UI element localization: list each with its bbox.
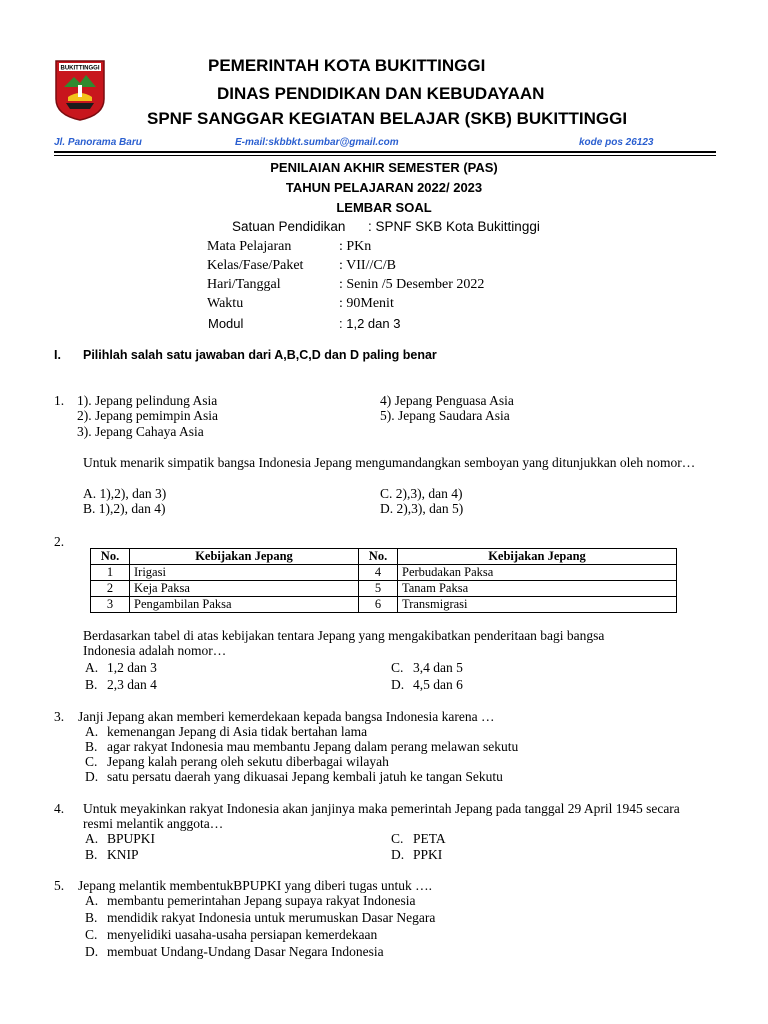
option-text: kemenangan Jepang di Asia tidak bertahan lama (107, 724, 368, 739)
q3-option-d (85, 769, 503, 785)
question-1-number: 1. (54, 393, 65, 408)
q5-option-a (85, 893, 416, 909)
q1-option-a: A. 1),2), dan 3) (83, 486, 167, 501)
question-5-stem: Jepang melantik membentukBPUPKI yang diberi tugas untuk …. (78, 878, 432, 893)
sheet-title: LEMBAR SOAL (336, 200, 432, 215)
info-label-subject: Mata Pelajaran (207, 239, 292, 254)
department-title: DINAS PENDIDIKAN DAN KEBUDAYAAN (217, 84, 545, 103)
question-2-stem-line1: Berdasarkan tabel di atas kebijakan tentara Jepang yang mengakibatkan penderitaan bagi bangsa (83, 628, 605, 643)
table-header-row (91, 549, 677, 565)
question-3-number: 3. (54, 709, 65, 724)
table-cell-no: 4 (359, 565, 398, 581)
postal-code-text: kode pos 26123 (579, 137, 654, 148)
q2-option-d (391, 677, 463, 693)
q5-option-c (85, 927, 377, 943)
table-header-no: No. (91, 549, 130, 565)
option-letter: B. (85, 847, 98, 862)
q2-option-b (85, 677, 157, 693)
question-4-stem-line2: resmi melantik anggota… (83, 816, 224, 831)
svg-text:BUKITTINGGI: BUKITTINGGI (60, 65, 100, 72)
q3-option-a (85, 724, 367, 740)
email-text: E-mail:skbbkt.sumbar@gmail.com (235, 137, 399, 148)
header-rule-thin (54, 155, 716, 156)
table-cell-no: 1 (91, 565, 130, 581)
option-letter: D. (85, 769, 99, 784)
government-title: PEMERINTAH KOTA BUKITTINGGI (208, 56, 486, 75)
table-header-policy: Kebijakan Jepang (130, 549, 359, 565)
q1-item-4: 4) Jepang Penguasa Asia (380, 393, 514, 408)
exam-title: PENILAIAN AKHIR SEMESTER (PAS) (270, 160, 498, 175)
q2-option-a (85, 660, 157, 676)
question-1-stem: Untuk menarik simpatik bangsa Indonesia Jepang mengumandangkan semboyan yang ditunjukkan oleh nomor… (83, 455, 696, 470)
q1-item-1: 1). Jepang pelindung Asia (77, 393, 218, 408)
option-text: 2,3 dan 4 (107, 677, 157, 692)
info-label-time: Waktu (207, 296, 244, 311)
question-2-stem-line2: Indonesia adalah nomor… (83, 643, 227, 658)
academic-year: TAHUN PELAJARAN 2022/ 2023 (285, 180, 483, 195)
table-cell-policy: Transmigrasi (398, 597, 677, 613)
q3-option-c (85, 754, 389, 770)
option-text: menyelidiki uasaha-usaha persiapan kemerdekaan (107, 927, 378, 942)
school-title: SPNF SANGGAR KEGIATAN BELAJAR (SKB) BUKITTINGGI (147, 109, 628, 128)
option-letter: D. (391, 847, 405, 862)
question-5-number: 5. (54, 878, 65, 893)
q5-option-b (85, 910, 435, 926)
table-cell-no: 5 (359, 581, 398, 597)
section-number: I. (54, 348, 61, 362)
policy-table (90, 548, 677, 613)
info-value-date: : Senin /5 Desember 2022 (339, 277, 485, 292)
q1-item-2: 2). Jepang pemimpin Asia (77, 408, 218, 423)
q4-option-d (391, 847, 442, 863)
table-row (91, 581, 677, 597)
table-cell-no: 6 (359, 597, 398, 613)
option-text: membantu pemerintahan Jepang supaya rakyat Indonesia (107, 893, 416, 908)
option-letter: B. (85, 739, 98, 754)
section-instruction: Pilihlah salah satu jawaban dari A,B,C,D dan D paling benar (83, 348, 437, 362)
option-text: membuat Undang-Undang Dasar Negara Indonesia (107, 944, 384, 959)
option-letter: A. (85, 660, 99, 675)
info-value-module: : 1,2 dan 3 (339, 316, 401, 331)
q4-option-c (391, 831, 446, 847)
info-value-subject: : PKn (339, 239, 372, 254)
option-text: PETA (413, 831, 446, 846)
header-rule-thick (54, 151, 716, 153)
table-row (91, 597, 677, 613)
option-text: satu persatu daerah yang dikuasai Jepang kembali jatuh ke tangan Sekutu (107, 769, 503, 784)
option-letter: B. (85, 910, 98, 925)
info-value-class: : VII//C/B (339, 258, 396, 273)
q4-option-a (85, 831, 155, 847)
option-text: 3,4 dan 5 (413, 660, 463, 675)
table-header-policy: Kebijakan Jepang (398, 549, 677, 565)
table-cell-policy: Keja Paksa (130, 581, 359, 597)
option-letter: C. (391, 660, 404, 675)
option-letter: C. (85, 927, 98, 942)
table-cell-policy: Perbudakan Paksa (398, 565, 677, 581)
table-cell-policy: Irigasi (130, 565, 359, 581)
option-text: PPKI (413, 847, 443, 862)
table-cell-no: 2 (91, 581, 130, 597)
table-cell-policy: Pengambilan Paksa (130, 597, 359, 613)
option-letter: D. (85, 944, 99, 959)
q1-option-b: B. 1),2), dan 4) (83, 501, 166, 516)
question-3-stem: Janji Jepang akan memberi kemerdekaan kepada bangsa Indonesia karena … (78, 709, 495, 724)
option-text: agar rakyat Indonesia mau membantu Jepang dalam perang melawan sekutu (107, 739, 519, 754)
info-label-date: Hari/Tanggal (207, 277, 281, 292)
table-cell-no: 3 (91, 597, 130, 613)
q5-option-d (85, 944, 384, 960)
address-text: Jl. Panorama Baru (54, 137, 142, 148)
q1-item-5: 5). Jepang Saudara Asia (380, 408, 510, 423)
table-header-no: No. (359, 549, 398, 565)
bukittinggi-logo (54, 59, 106, 121)
q4-option-b (85, 847, 139, 863)
option-letter: A. (85, 724, 99, 739)
table-cell-policy: Tanam Paksa (398, 581, 677, 597)
q3-option-b (85, 739, 518, 755)
option-text: mendidik rakyat Indonesia untuk merumuskan Dasar Negara (107, 910, 436, 925)
option-text: Jepang kalah perang oleh sekutu diberbagai wilayah (107, 754, 389, 769)
option-letter: B. (85, 677, 98, 692)
info-value-unit: : SPNF SKB Kota Bukittinggi (368, 219, 540, 234)
option-text: KNIP (107, 847, 139, 862)
info-label-class: Kelas/Fase/Paket (207, 258, 304, 273)
table-row (91, 565, 677, 581)
info-value-time: : 90Menit (339, 296, 394, 311)
option-letter: D. (391, 677, 405, 692)
q2-option-c (391, 660, 463, 676)
option-letter: C. (391, 831, 404, 846)
q1-option-d: D. 2),3), dan 5) (380, 501, 464, 516)
question-2-number: 2. (54, 534, 65, 549)
option-text: 4,5 dan 6 (413, 677, 463, 692)
question-4-stem-line1: Untuk meyakinkan rakyat Indonesia akan janjinya maka pemerintah Jepang pada tanggal 29 April 1945 secara (83, 801, 680, 816)
q1-item-3: 3). Jepang Cahaya Asia (77, 424, 204, 439)
option-letter: A. (85, 831, 99, 846)
info-label-unit: Satuan Pendidikan (232, 219, 346, 234)
option-letter: A. (85, 893, 99, 908)
info-label-module: Modul (208, 316, 244, 331)
option-text: BPUPKI (107, 831, 156, 846)
option-letter: C. (85, 754, 98, 769)
option-text: 1,2 dan 3 (107, 660, 157, 675)
question-4-number: 4. (54, 801, 65, 816)
q1-option-c: C. 2),3), dan 4) (380, 486, 463, 501)
